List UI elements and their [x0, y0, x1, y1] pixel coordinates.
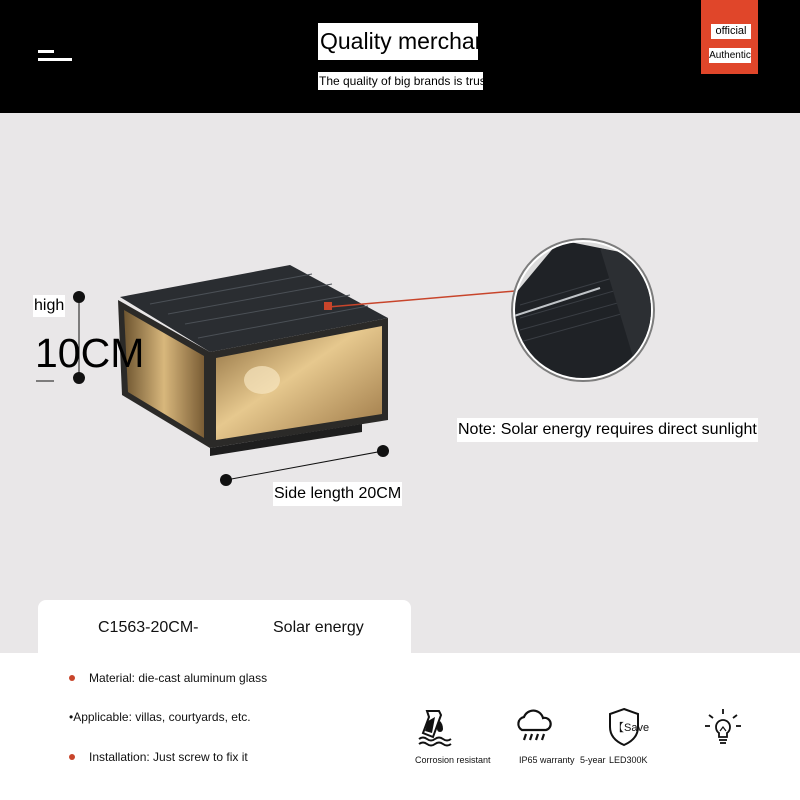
corrosion-resistant-label: Corrosion resistant [415, 755, 491, 765]
sunlight-note: Note: Solar energy requires direct sunlight [457, 418, 758, 442]
pointer-dot [324, 302, 332, 310]
badge-line-official: official [711, 24, 751, 39]
zoom-circle [510, 239, 660, 381]
badge-line-authentic: Authentic [709, 50, 751, 61]
feature-installation: Installation: Just screw to fix it [89, 750, 248, 764]
height-caption: high [33, 295, 65, 317]
light-bulb-icon [703, 707, 743, 747]
side-length-label: Side length 20CM [273, 482, 402, 506]
model-number: C1563-20CM- [98, 619, 199, 636]
page-title: Quality merchandise [320, 28, 530, 54]
corrosion-resistant-icon [415, 707, 455, 747]
bullet-dot [69, 754, 75, 760]
warranty-label: 5-year [580, 755, 606, 765]
spec-card [38, 600, 411, 670]
bullet-dot [69, 675, 75, 681]
led-label: LED300K [609, 755, 648, 765]
pointer-line [328, 291, 515, 307]
side-length-dimension [220, 445, 389, 486]
rain-cloud-icon [514, 708, 554, 744]
height-value: 10CM [35, 330, 145, 376]
power-type: Solar energy [273, 619, 364, 636]
shield-inner-text: 【Save [613, 722, 650, 734]
ip65-label: IP65 warranty [519, 755, 575, 765]
page-subtitle: The quality of big brands is trustworthy [319, 74, 525, 88]
feature-applicable: •Applicable: villas, courtyards, etc. [69, 710, 251, 724]
feature-material: Material: die-cast aluminum glass [89, 671, 268, 685]
